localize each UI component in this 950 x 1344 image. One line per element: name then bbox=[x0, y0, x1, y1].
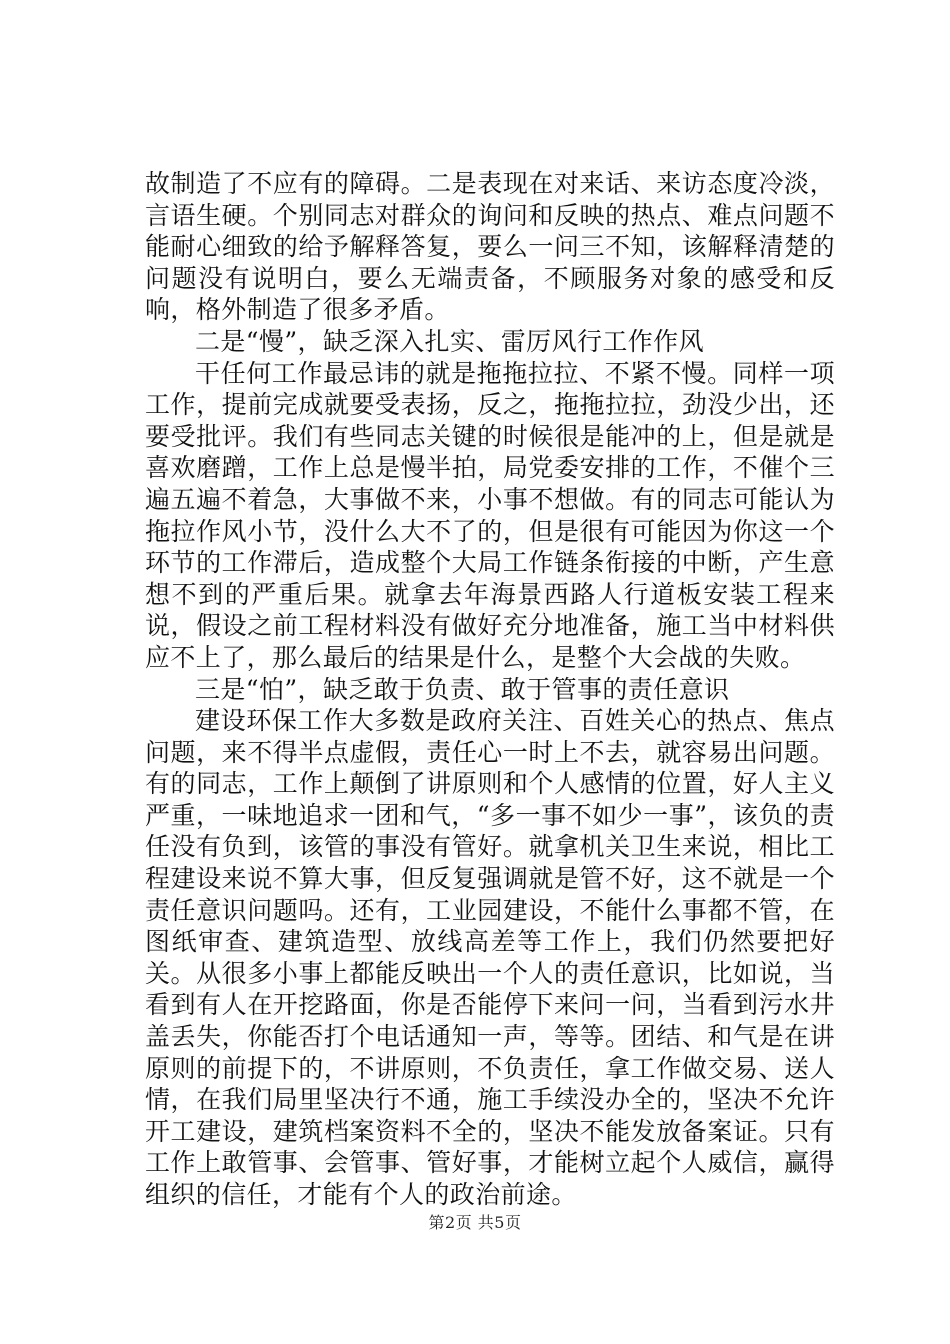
paragraph-fear-body: 建设环保工作大多数是政府关注、百姓关心的热点、焦点问题，来不得半点虚假，责任心一时上不去，就容易出问题。有的同志，工作上颠倒了讲原则和个人感情的位置，好人主义严重，一味地追求一团和气，“多一事不如少一事”，该负的责任没有负到，该管的事没有管好。就拿机关卫生来说，相比工程建设来说不算大事，但反复强调就是管不好，这不就是一个责任意识问题吗。还有，工业园建设，不能什么事都不管，在图纸审查、建筑造型、放线高差等工作上，我们仍然要把好关。从很多小事上都能反映出一个人的责任意识，比如说，当看到有人在开挖路面，你是否能停下来问一问，当看到污水井盖丢失，你能否打个电话通知一声，等等。团结、和气是在讲原则的前提下的，不讲原则，不负责任，拿工作做交易、送人情，在我们局里坚决行不通，施工手续没办全的，坚决不允许开工建设，建筑档案资料不全的，坚决不能发放备案证。只有工作上敢管事、会管事、管好事，才能树立起个人威信，赢得组织的信任，才能有个人的政治前途。 bbox=[145, 706, 835, 1209]
page-footer: 第2页 共5页 bbox=[428, 1213, 522, 1232]
heading-fear: 三是“怕”，缺乏敢于负责、敢于管事的责任意识 bbox=[195, 674, 730, 704]
document-body bbox=[145, 168, 835, 1211]
heading-slow: 二是“慢”，缺乏深入扎实、雷厉风行工作作风 bbox=[195, 326, 704, 356]
paragraph-slow-body: 干任何工作最忌讳的就是拖拖拉拉、不紧不慢。同样一项工作，提前完成就要受表扬，反之，拖拖拉拉，劲没少出，还要受批评。我们有些同志关键的时候很是能冲的上，但是就是喜欢磨蹭，工作上总是慢半拍，局党委安排的工作，不催个三遍五遍不着急，大事做不来，小事不想做。有的同志可能认为拖拉作风小节，没什么大不了的，但是很有可能因为你这一个环节的工作滞后，造成整个大局工作链条衔接的中断，产生意想不到的严重后果。就拿去年海景西路人行道板安装工程来说，假设之前工程材料没有做好充分地准备，施工当中材料供应不上了，那么最后的结果是什么，是整个大会战的失败。 bbox=[145, 358, 835, 672]
paragraph-1: 故制造了不应有的障碍。二是表现在对来话、来访态度冷淡，言语生硬。个别同志对群众的询问和反映的热点、难点问题不能耐心细致的给予解释答复，要么一问三不知，该解释清楚的问题没有说明白，要么无端责备，不顾服务对象的感受和反响，格外制造了很多矛盾。 bbox=[145, 169, 835, 325]
